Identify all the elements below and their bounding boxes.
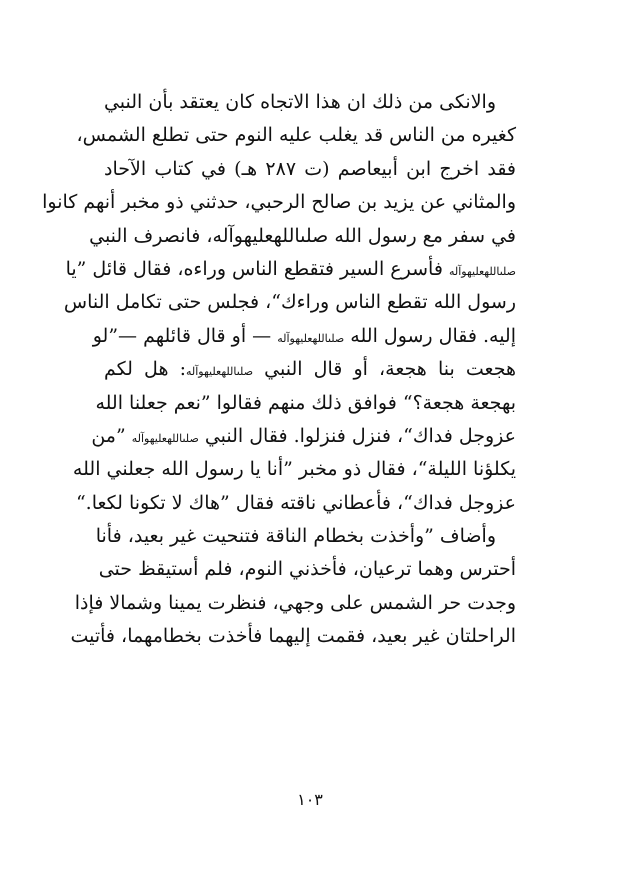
line-text: رسول الله تقطع الناس وراءك“، فجلس حتى تكامل الناس: [63, 291, 516, 314]
line-text: عزوجل فداك“، فأعطاني ناقته فقال ”هاك لا تكونا لكعا.“: [75, 491, 516, 514]
text-line: [104, 353, 516, 386]
text-line: [104, 86, 516, 119]
text-line: [92, 320, 516, 353]
line-text: يكلؤنا الليلة“، فقال ذو مخبر ”أنا يا رسول الله جعلني الله: [72, 458, 516, 481]
text-line: [42, 186, 516, 219]
line-text: أحترس وهما ترعيان، فأخذني النوم، فلم أستيقظ حتى: [98, 558, 516, 581]
line-text: وجدت حر الشمس على وجهي، فنظرت يمينا وشمالا فإذا: [74, 591, 516, 614]
text-line: [95, 387, 516, 420]
text-line: [76, 119, 516, 152]
honorific-text: صلىاللهعليهوآله: [448, 264, 516, 278]
body-text: [42, 86, 517, 654]
text-line: [75, 487, 516, 520]
text-line: [98, 553, 516, 586]
page-number: ١٠٣: [297, 790, 323, 809]
line-text: الراحلتان غير بعيد، فقمت إليهما فأخذت بخطامهما، فأتيت: [70, 625, 516, 648]
text-line: [91, 420, 516, 453]
line-text: فأسرع السير فتقطع الناس وراءه، فقال قائل ”يا: [65, 257, 449, 280]
line-text: هجعت بنا هجعة، أو قال النبي: [253, 358, 516, 381]
line-text: بهجعة هجعة؟“ فوافق ذلك منهم فقالوا ”نعم جعلنا الله: [95, 391, 516, 414]
line-text: ”من: [91, 424, 132, 447]
text-line: [89, 220, 516, 253]
line-text: والمثاني عن يزيد بن صالح الرحبي، حدثني ذو مخبر أنهم كانوا: [42, 191, 516, 214]
line-text: كغيره من الناس قد يغلب عليه النوم حتى تطلع الشمس،: [76, 124, 516, 147]
line-text: وأضاف ”وأخذت بخطام الناقة فتنحيت غير بعيد، فأنا: [95, 525, 496, 548]
text-line: [63, 286, 516, 319]
line-text: والانكى من ذلك ان هذا الاتجاه كان يعتقد بأن النبي: [103, 91, 496, 113]
text-line: [72, 453, 516, 486]
text-line: [95, 520, 516, 553]
text-line: [104, 153, 516, 186]
honorific-text: صلىاللهعليهوآله: [277, 331, 345, 345]
line-text: في سفر مع رسول الله صلىاللهعليهوآله، فانصرف النبي: [89, 224, 516, 247]
line-text: : هل لكم: [104, 358, 186, 381]
line-text: — أو قال قائلهم —”لو: [92, 324, 278, 347]
honorific-text: صلىاللهعليهوآله: [131, 431, 199, 445]
line-text: عزوجل فداك“، فنزل فنزلوا. فقال النبي: [198, 424, 516, 447]
honorific-text: صلىاللهعليهوآله: [186, 365, 254, 379]
text-line: [70, 620, 516, 653]
text-line: [65, 253, 516, 286]
line-text: إليه. فقال رسول الله: [344, 324, 516, 347]
line-text: فقد اخرج ابن أبيعاصم (ت ٢٨٧ هـ) في كتاب الآحاد: [104, 157, 517, 180]
text-line: [74, 587, 516, 620]
